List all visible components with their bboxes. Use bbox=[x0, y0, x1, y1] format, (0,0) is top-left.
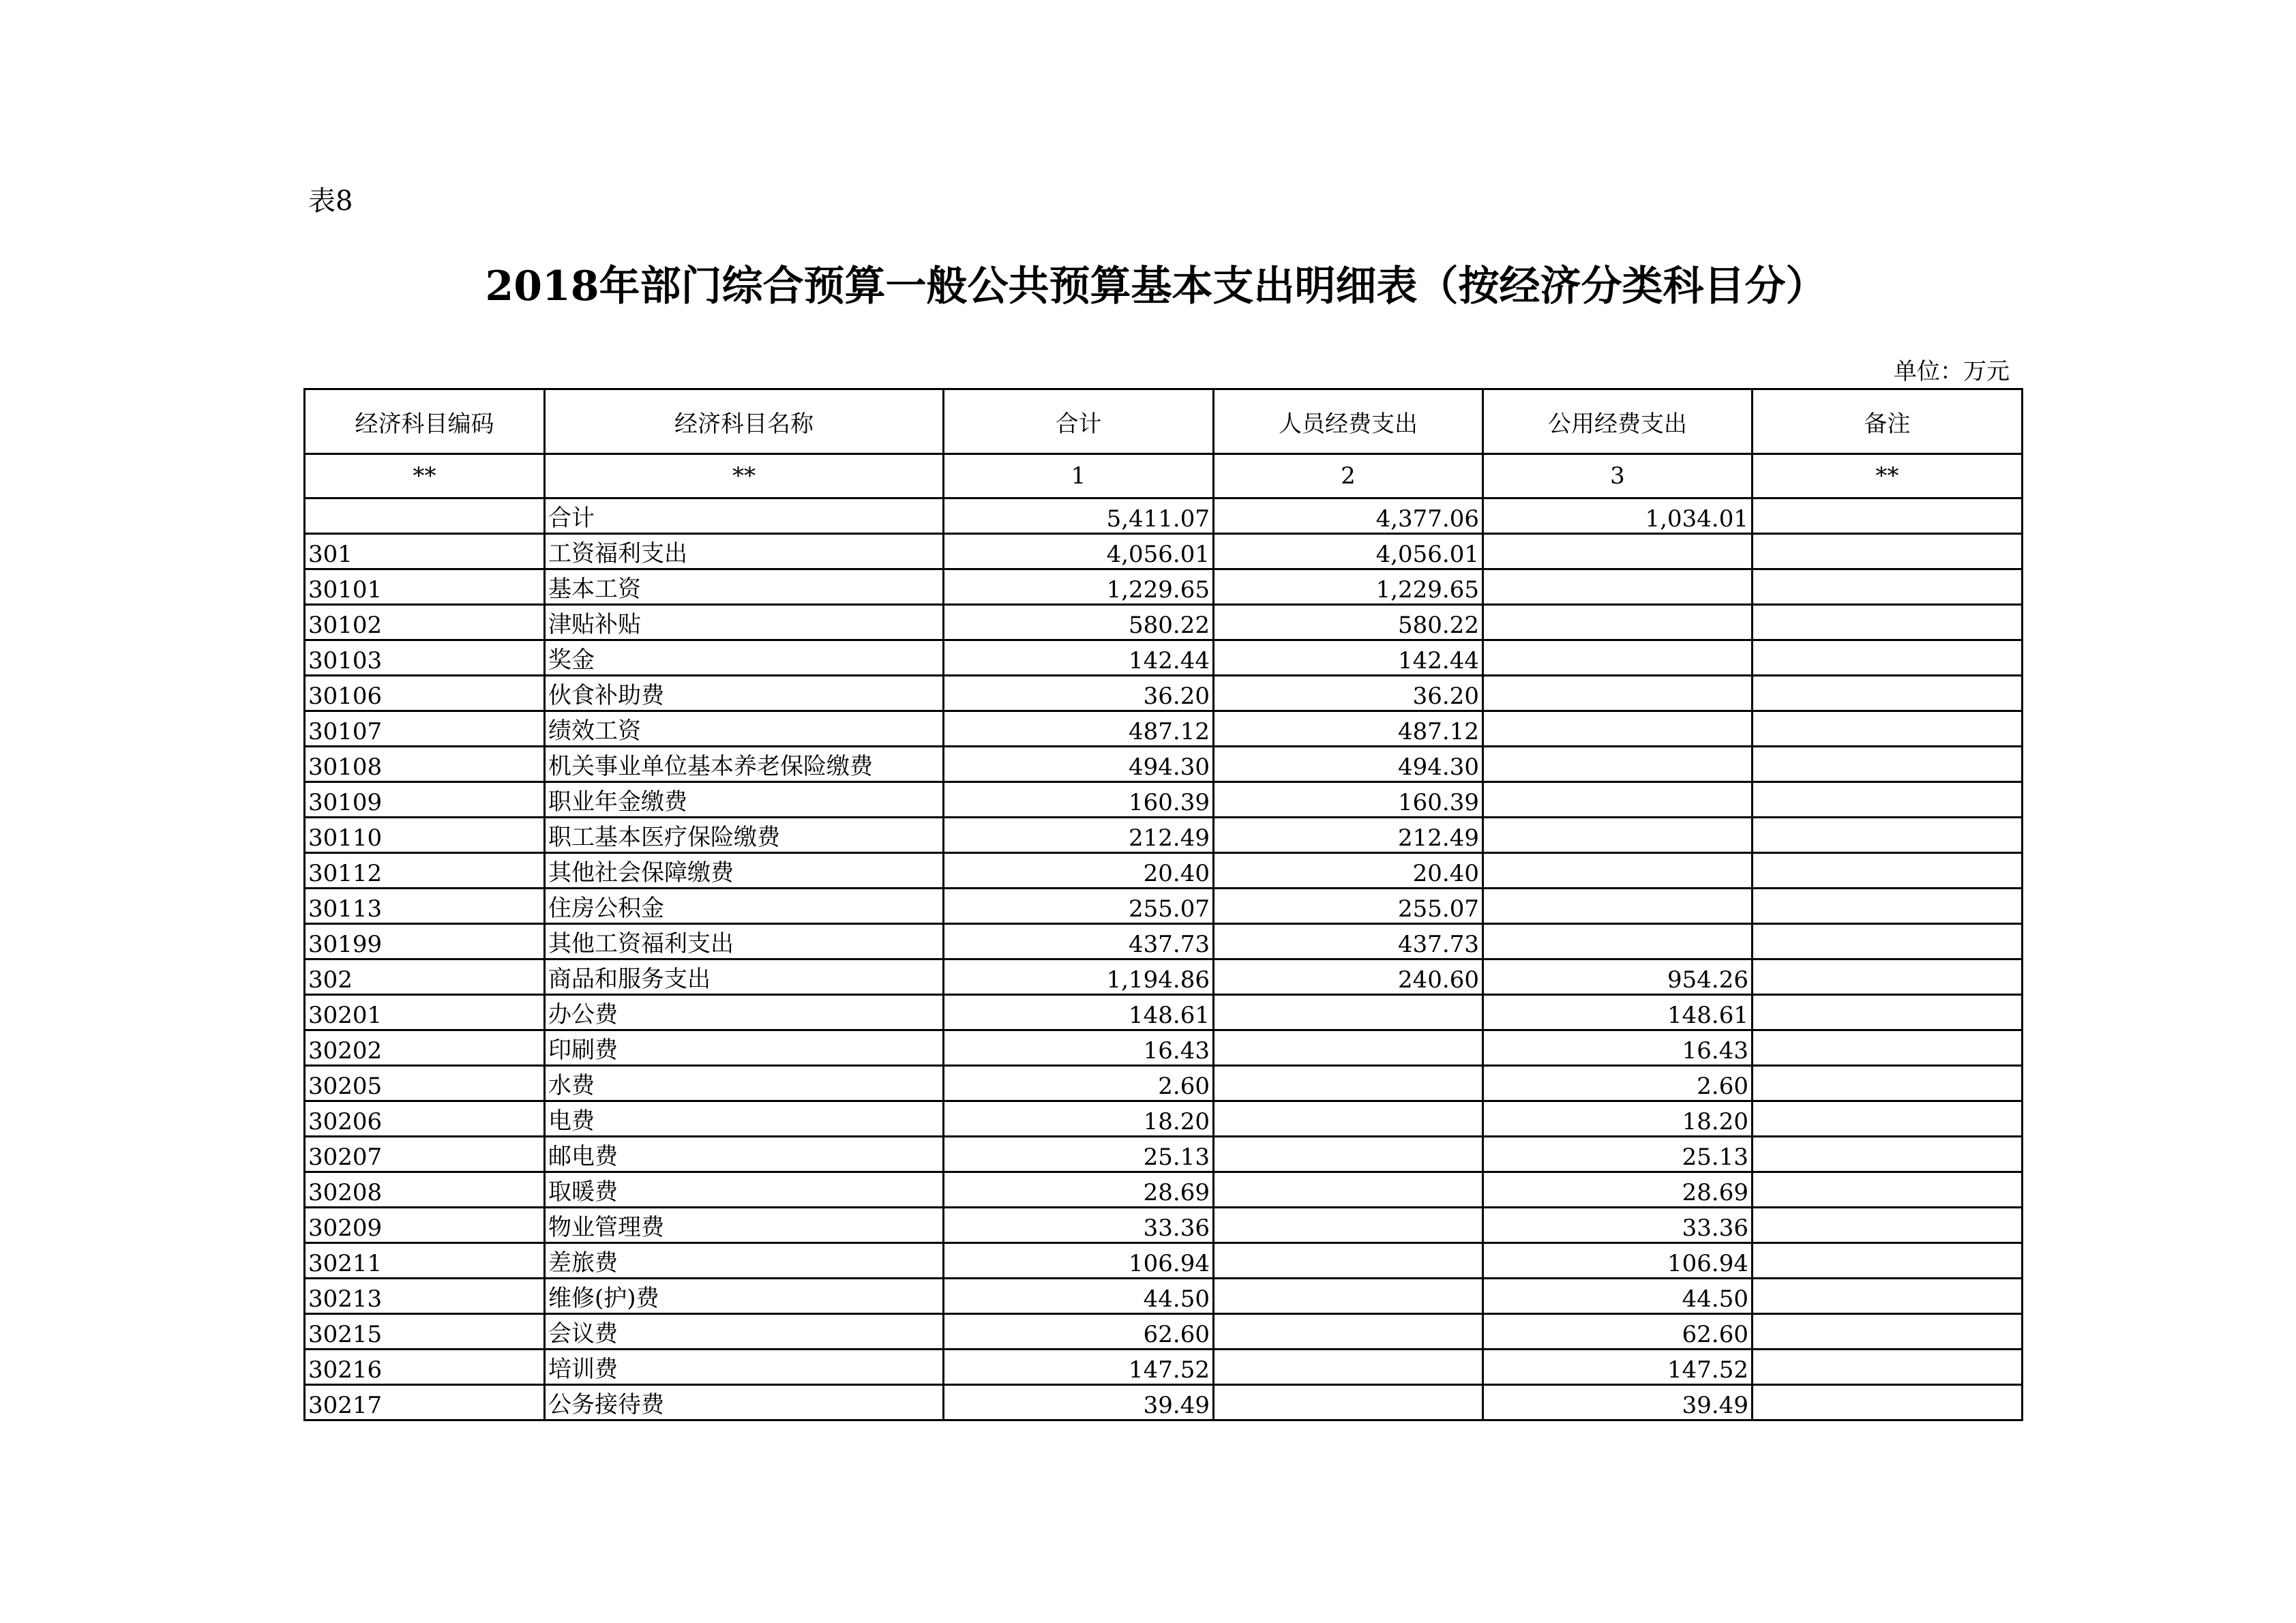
cell-name: 商品和服务支出 bbox=[545, 959, 944, 995]
cell-name: 培训费 bbox=[545, 1350, 944, 1385]
cell-note bbox=[1753, 676, 2023, 711]
cell-personnel bbox=[1214, 1030, 1483, 1066]
cell-name: 办公费 bbox=[545, 995, 944, 1030]
cell-name: 津贴补贴 bbox=[545, 605, 944, 640]
cell-personnel bbox=[1214, 1208, 1483, 1243]
cell-name: 印刷费 bbox=[545, 1030, 944, 1066]
cell-total: 25.13 bbox=[944, 1137, 1214, 1172]
cell-note bbox=[1753, 747, 2023, 782]
cell-personnel: 437.73 bbox=[1214, 924, 1483, 959]
column-header-total: 合计 bbox=[944, 389, 1214, 454]
cell-total: 106.94 bbox=[944, 1243, 1214, 1279]
table-row bbox=[305, 1137, 2023, 1172]
cell-personnel: 255.07 bbox=[1214, 889, 1483, 924]
cell-total: 62.60 bbox=[944, 1314, 1214, 1350]
cell-code: 30209 bbox=[305, 1208, 545, 1243]
table-row bbox=[305, 676, 2023, 711]
index-cell: 3 bbox=[1483, 454, 1753, 498]
cell-personnel: 20.40 bbox=[1214, 853, 1483, 889]
cell-personnel bbox=[1214, 1385, 1483, 1420]
cell-note bbox=[1753, 711, 2023, 747]
cell-personnel: 212.49 bbox=[1214, 818, 1483, 853]
cell-public: 62.60 bbox=[1483, 1314, 1753, 1350]
cell-public bbox=[1483, 747, 1753, 782]
cell-name: 取暖费 bbox=[545, 1172, 944, 1208]
cell-note bbox=[1753, 1030, 2023, 1066]
cell-personnel bbox=[1214, 1101, 1483, 1137]
cell-code: 30216 bbox=[305, 1350, 545, 1385]
table-row bbox=[305, 605, 2023, 640]
cell-personnel bbox=[1214, 1066, 1483, 1101]
cell-total: 18.20 bbox=[944, 1101, 1214, 1137]
cell-public: 16.43 bbox=[1483, 1030, 1753, 1066]
cell-name: 职工基本医疗保险缴费 bbox=[545, 818, 944, 853]
cell-name: 绩效工资 bbox=[545, 711, 944, 747]
cell-code: 30213 bbox=[305, 1279, 545, 1314]
index-cell: ** bbox=[545, 454, 944, 498]
cell-note bbox=[1753, 1279, 2023, 1314]
table-row bbox=[305, 534, 2023, 569]
cell-name: 职业年金缴费 bbox=[545, 782, 944, 818]
column-header-code: 经济科目编码 bbox=[305, 389, 545, 454]
cell-code: 30112 bbox=[305, 853, 545, 889]
cell-note bbox=[1753, 1066, 2023, 1101]
cell-name: 工资福利支出 bbox=[545, 534, 944, 569]
cell-total: 147.52 bbox=[944, 1350, 1214, 1385]
cell-total: 212.49 bbox=[944, 818, 1214, 853]
cell-public: 39.49 bbox=[1483, 1385, 1753, 1420]
cell-public bbox=[1483, 605, 1753, 640]
cell-code: 30113 bbox=[305, 889, 545, 924]
cell-public bbox=[1483, 818, 1753, 853]
cell-note bbox=[1753, 853, 2023, 889]
cell-public: 18.20 bbox=[1483, 1101, 1753, 1137]
cell-code: 30206 bbox=[305, 1101, 545, 1137]
cell-personnel: 494.30 bbox=[1214, 747, 1483, 782]
cell-note bbox=[1753, 605, 2023, 640]
cell-code: 30102 bbox=[305, 605, 545, 640]
cell-total: 142.44 bbox=[944, 640, 1214, 676]
header-row bbox=[305, 389, 2023, 454]
table-row bbox=[305, 1385, 2023, 1420]
cell-code: 30205 bbox=[305, 1066, 545, 1101]
table-row bbox=[305, 782, 2023, 818]
column-header-personnel: 人员经费支出 bbox=[1214, 389, 1483, 454]
cell-personnel bbox=[1214, 1350, 1483, 1385]
table-row bbox=[305, 747, 2023, 782]
cell-name: 住房公积金 bbox=[545, 889, 944, 924]
cell-personnel: 142.44 bbox=[1214, 640, 1483, 676]
cell-personnel: 487.12 bbox=[1214, 711, 1483, 747]
cell-public: 954.26 bbox=[1483, 959, 1753, 995]
cell-code: 301 bbox=[305, 534, 545, 569]
sheet-label: 表8 bbox=[308, 185, 353, 217]
cell-code: 30215 bbox=[305, 1314, 545, 1350]
cell-public: 106.94 bbox=[1483, 1243, 1753, 1279]
table-row bbox=[305, 924, 2023, 959]
cell-total: 16.43 bbox=[944, 1030, 1214, 1066]
cell-public bbox=[1483, 534, 1753, 569]
cell-public bbox=[1483, 569, 1753, 605]
table-row bbox=[305, 853, 2023, 889]
cell-personnel: 240.60 bbox=[1214, 959, 1483, 995]
cell-public: 148.61 bbox=[1483, 995, 1753, 1030]
table-row bbox=[305, 1208, 2023, 1243]
cell-note bbox=[1753, 1137, 2023, 1172]
table-row bbox=[305, 1030, 2023, 1066]
cell-note bbox=[1753, 924, 2023, 959]
cell-public bbox=[1483, 640, 1753, 676]
cell-name: 公务接待费 bbox=[545, 1385, 944, 1420]
cell-public: 2.60 bbox=[1483, 1066, 1753, 1101]
cell-public: 33.36 bbox=[1483, 1208, 1753, 1243]
cell-personnel: 4,377.06 bbox=[1214, 498, 1483, 534]
cell-personnel bbox=[1214, 1279, 1483, 1314]
cell-public bbox=[1483, 711, 1753, 747]
cell-note bbox=[1753, 640, 2023, 676]
cell-personnel bbox=[1214, 1137, 1483, 1172]
cell-name: 基本工资 bbox=[545, 569, 944, 605]
table-row bbox=[305, 818, 2023, 853]
table-row bbox=[305, 1172, 2023, 1208]
cell-note bbox=[1753, 1172, 2023, 1208]
cell-public: 44.50 bbox=[1483, 1279, 1753, 1314]
cell-name: 会议费 bbox=[545, 1314, 944, 1350]
cell-personnel: 1,229.65 bbox=[1214, 569, 1483, 605]
cell-code bbox=[305, 498, 545, 534]
cell-note bbox=[1753, 1101, 2023, 1137]
cell-personnel bbox=[1214, 1243, 1483, 1279]
table-row bbox=[305, 1279, 2023, 1314]
cell-total: 4,056.01 bbox=[944, 534, 1214, 569]
index-row bbox=[305, 454, 2023, 498]
cell-note bbox=[1753, 1243, 2023, 1279]
cell-name: 电费 bbox=[545, 1101, 944, 1137]
cell-personnel bbox=[1214, 995, 1483, 1030]
cell-name: 合计 bbox=[545, 498, 944, 534]
cell-note bbox=[1753, 1208, 2023, 1243]
cell-total: 44.50 bbox=[944, 1279, 1214, 1314]
cell-note bbox=[1753, 498, 2023, 534]
cell-name: 机关事业单位基本养老保险缴费 bbox=[545, 747, 944, 782]
table-row bbox=[305, 959, 2023, 995]
table-row bbox=[305, 889, 2023, 924]
cell-public bbox=[1483, 676, 1753, 711]
cell-code: 302 bbox=[305, 959, 545, 995]
cell-note bbox=[1753, 1350, 2023, 1385]
cell-code: 30201 bbox=[305, 995, 545, 1030]
cell-personnel: 580.22 bbox=[1214, 605, 1483, 640]
cell-name: 物业管理费 bbox=[545, 1208, 944, 1243]
cell-note bbox=[1753, 818, 2023, 853]
page-title: 2018年部门综合预算一般公共预算基本支出明细表（按经济分类科目分） bbox=[485, 263, 1827, 310]
cell-name: 其他社会保障缴费 bbox=[545, 853, 944, 889]
cell-total: 28.69 bbox=[944, 1172, 1214, 1208]
cell-total: 36.20 bbox=[944, 676, 1214, 711]
cell-total: 20.40 bbox=[944, 853, 1214, 889]
cell-code: 30207 bbox=[305, 1137, 545, 1172]
cell-note bbox=[1753, 1385, 2023, 1420]
cell-note bbox=[1753, 569, 2023, 605]
index-cell: 2 bbox=[1214, 454, 1483, 498]
cell-personnel: 4,056.01 bbox=[1214, 534, 1483, 569]
index-cell: 1 bbox=[944, 454, 1214, 498]
budget-table bbox=[303, 388, 2023, 1421]
index-cell: ** bbox=[1753, 454, 2023, 498]
cell-personnel bbox=[1214, 1172, 1483, 1208]
cell-total: 487.12 bbox=[944, 711, 1214, 747]
cell-note bbox=[1753, 889, 2023, 924]
cell-name: 维修(护)费 bbox=[545, 1279, 944, 1314]
index-cell: ** bbox=[305, 454, 545, 498]
cell-note bbox=[1753, 782, 2023, 818]
table-row bbox=[305, 569, 2023, 605]
cell-total: 1,229.65 bbox=[944, 569, 1214, 605]
column-header-public: 公用经费支出 bbox=[1483, 389, 1753, 454]
table-row bbox=[305, 995, 2023, 1030]
cell-public bbox=[1483, 782, 1753, 818]
cell-code: 30103 bbox=[305, 640, 545, 676]
cell-name: 水费 bbox=[545, 1066, 944, 1101]
cell-note bbox=[1753, 1314, 2023, 1350]
cell-total: 160.39 bbox=[944, 782, 1214, 818]
cell-name: 差旅费 bbox=[545, 1243, 944, 1279]
cell-code: 30108 bbox=[305, 747, 545, 782]
table-row bbox=[305, 1243, 2023, 1279]
table-row bbox=[305, 1314, 2023, 1350]
table-row bbox=[305, 498, 2023, 534]
cell-total: 148.61 bbox=[944, 995, 1214, 1030]
cell-personnel: 36.20 bbox=[1214, 676, 1483, 711]
cell-code: 30106 bbox=[305, 676, 545, 711]
cell-total: 1,194.86 bbox=[944, 959, 1214, 995]
cell-note bbox=[1753, 959, 2023, 995]
cell-code: 30109 bbox=[305, 782, 545, 818]
column-header-name: 经济科目名称 bbox=[545, 389, 944, 454]
cell-total: 437.73 bbox=[944, 924, 1214, 959]
cell-personnel bbox=[1214, 1314, 1483, 1350]
table-row bbox=[305, 711, 2023, 747]
table-row bbox=[305, 1350, 2023, 1385]
table-body bbox=[305, 498, 2023, 1420]
cell-personnel: 160.39 bbox=[1214, 782, 1483, 818]
column-header-note: 备注 bbox=[1753, 389, 2023, 454]
cell-code: 30202 bbox=[305, 1030, 545, 1066]
cell-code: 30101 bbox=[305, 569, 545, 605]
cell-public: 25.13 bbox=[1483, 1137, 1753, 1172]
table-row bbox=[305, 1066, 2023, 1101]
cell-name: 奖金 bbox=[545, 640, 944, 676]
cell-code: 30208 bbox=[305, 1172, 545, 1208]
cell-public: 28.69 bbox=[1483, 1172, 1753, 1208]
cell-total: 580.22 bbox=[944, 605, 1214, 640]
cell-total: 494.30 bbox=[944, 747, 1214, 782]
cell-total: 5,411.07 bbox=[944, 498, 1214, 534]
cell-public: 1,034.01 bbox=[1483, 498, 1753, 534]
cell-name: 其他工资福利支出 bbox=[545, 924, 944, 959]
cell-public: 147.52 bbox=[1483, 1350, 1753, 1385]
unit-label: 单位：万元 bbox=[1894, 358, 2010, 385]
table-row bbox=[305, 1101, 2023, 1137]
cell-name: 邮电费 bbox=[545, 1137, 944, 1172]
cell-code: 30107 bbox=[305, 711, 545, 747]
cell-note bbox=[1753, 534, 2023, 569]
cell-total: 255.07 bbox=[944, 889, 1214, 924]
cell-code: 30217 bbox=[305, 1385, 545, 1420]
cell-code: 30199 bbox=[305, 924, 545, 959]
cell-code: 30110 bbox=[305, 818, 545, 853]
cell-public bbox=[1483, 924, 1753, 959]
cell-note bbox=[1753, 995, 2023, 1030]
cell-public bbox=[1483, 853, 1753, 889]
cell-code: 30211 bbox=[305, 1243, 545, 1279]
cell-total: 33.36 bbox=[944, 1208, 1214, 1243]
table-row bbox=[305, 640, 2023, 676]
cell-name: 伙食补助费 bbox=[545, 676, 944, 711]
cell-total: 2.60 bbox=[944, 1066, 1214, 1101]
cell-total: 39.49 bbox=[944, 1385, 1214, 1420]
cell-public bbox=[1483, 889, 1753, 924]
